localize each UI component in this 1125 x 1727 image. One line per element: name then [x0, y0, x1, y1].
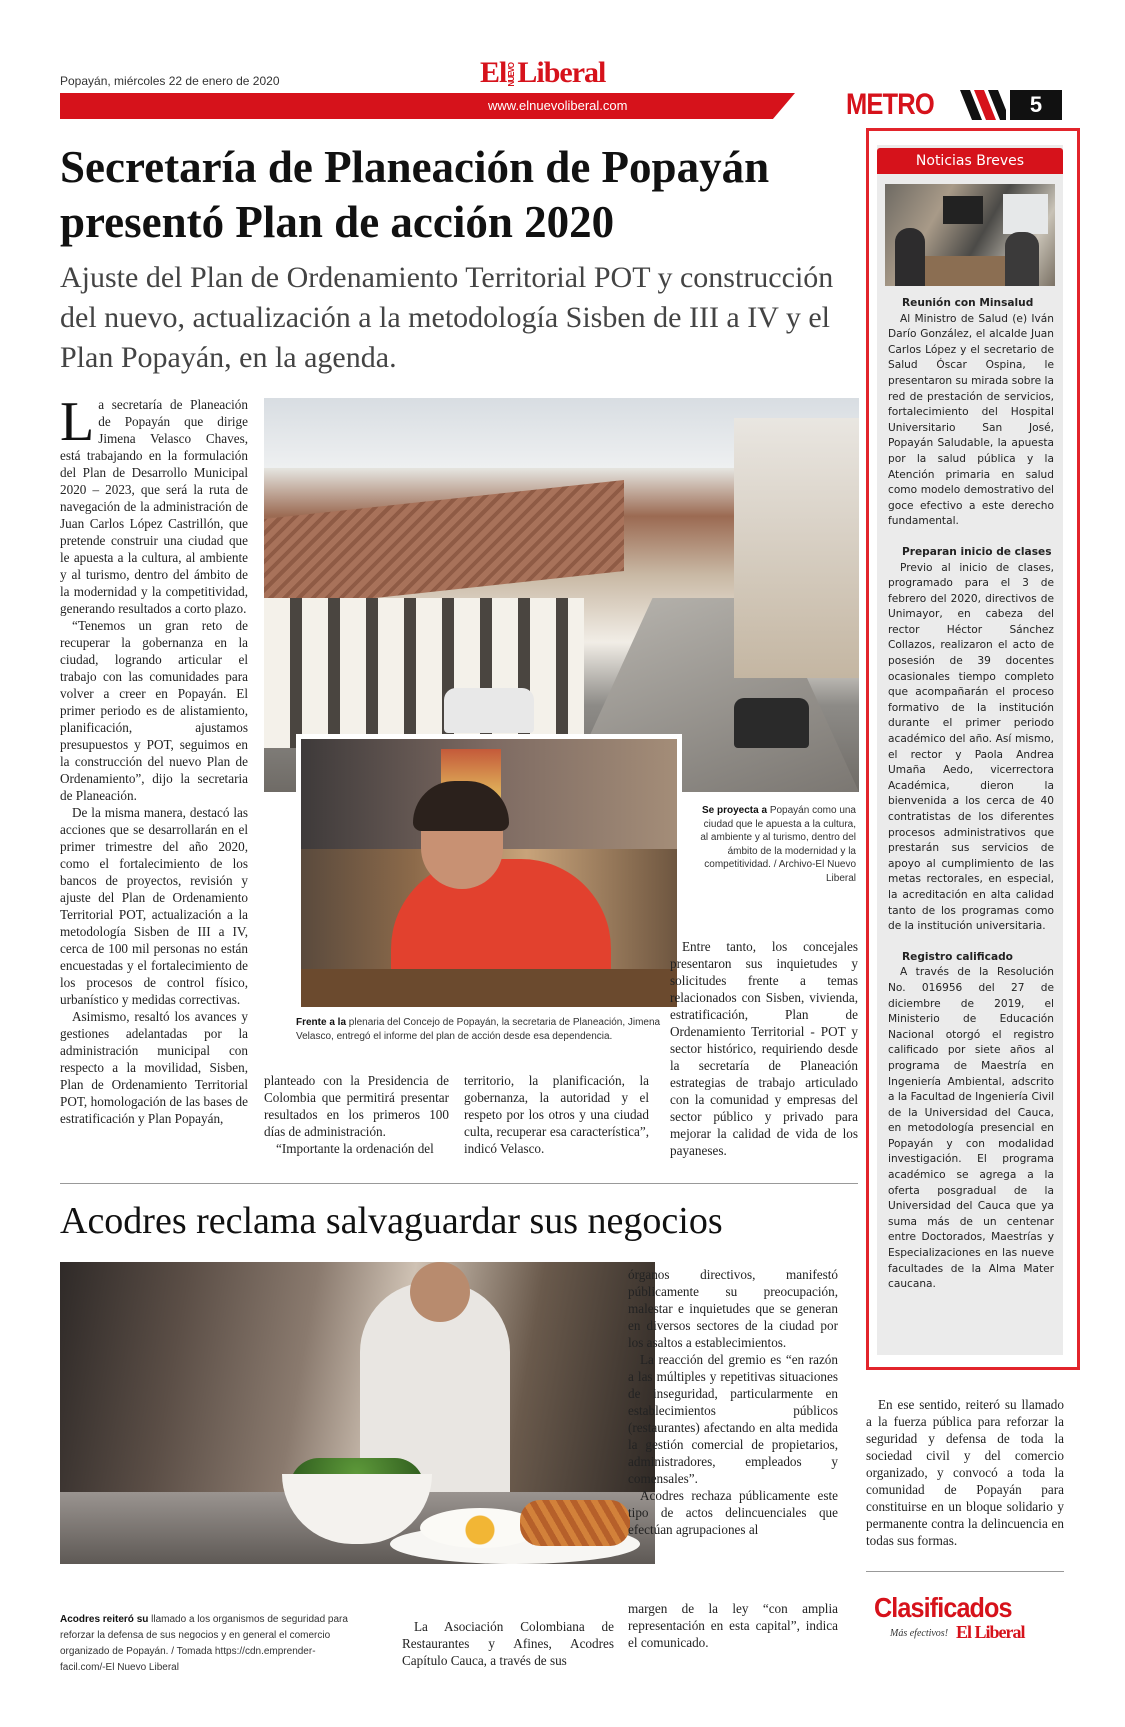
photo-popayan-street [264, 398, 859, 792]
article1-deck: Ajuste del Plan de Ordenamiento Territorial POT y construcción del nuevo, actualización a la metodología Sisben de III a IV y el Plan Popayán, en la agenda. [60, 261, 834, 374]
logo-liberal: Liberal [517, 56, 606, 89]
paragraph: “Tenemos un gran reto de recuperar la gobernanza en la ciudad, logrando articular el trabajo con las comunidades para volver a creer en Popayán. El primer periodo es de alistamiento, planificación, ajustamos presupuestos y POT, seguimos en la construcción del nuevo Plan de Ordenamiento”, dijo la secretaria de Planeación. [60, 618, 248, 803]
section-stripes-icon [960, 90, 1006, 120]
paragraph: La Asociación Colombiana de Restaurantes y Afines, Acodres Capítulo Cauca, a través de sus [402, 1619, 614, 1668]
logo-nuevo: NUEVO [507, 63, 517, 87]
article1-column-4 [670, 938, 858, 1159]
caption-restaurant [60, 1612, 360, 1676]
paragraph: a secretaría de Planeación de Popayán que dirige Jimena Velasco Chaves, está trabajando en la formulación del Plan de Desarrollo Municipal 2020 – 2023, que será la ruta de navegación de la administración de Juan Carlos López Castrillón, que pretende construir una ciudad que le apuesta a la cultura, al ambiente y al turismo, dentro del ámbito de la modernidad y la competitividad, generando resultados a corto plazo. [60, 397, 248, 616]
paragraph: La reacción del gremio es “en razón a las múltiples y repetitivas situaciones de inseguridad, particularmente en establecimientos públicos (restaurantes) afectando en alta medida la gestión comercial de propietarios, administradores, empleados y comensales”. [628, 1352, 838, 1486]
classifieds-logo: El Liberal [956, 1622, 1025, 1642]
article-divider [60, 1183, 858, 1184]
paragraph: “Importante la ordenación del [276, 1141, 434, 1156]
paragraph: territorio, la planificación, la gobernanza, la autoridad y el respeto por los otros y una ciudad culta, recuperar esa característica”, indicó Velasco. [464, 1073, 649, 1156]
paragraph: Asimismo, resaltó los avances y gestiones adelantadas por la administración municipal con respecto a la movilidad, Sisben, Plan de Ordenamiento Territorial POT, homologación de las bases de estratificación y Plan Popayán, [60, 1009, 248, 1126]
classifieds-tagline: Más efectivos! [890, 1628, 949, 1639]
caption-woman [296, 1016, 672, 1043]
article2-column-2 [628, 1266, 838, 1538]
caption-lead: Frente a la [296, 1017, 347, 1028]
article1-column-2 [264, 1072, 449, 1157]
caption-lead: Acodres reiteró su [60, 1614, 149, 1625]
brief-heading: Reunión con Minsalud [902, 297, 1034, 309]
photo-restaurant-kitchen [60, 1262, 655, 1564]
brief-text: Al Ministro de Salud (e) Iván Darío González, el alcalde Juan Carlos López y el secretario de Salud Óscar Ospina, le presentaron su mirada sobre la red de prestación de servicios, fortalecimiento del Hospital Universitario San José, Popayán Saludable, la apuesta por la salud pública y la Atención primaria en salud como modelo demostrativo del goce efectivo a este derecho fundamental. [888, 312, 1054, 528]
caption-lead: Se proyecta a [702, 805, 768, 816]
photo-secretary-speaking [296, 734, 682, 1012]
brief-text: A través de la Resolución No. 016956 del 27 de diciembre de 2019, el Ministerio de Educación Nacional otorgó el registro calificado por siete años al programa de Maestría en Ingeniería Ambiental, adscrito a la Facultad de Ingeniería Civil de la Universidad del Cauca, en metodología presencial en Popayán y con modalidad investigación. El programa académico se agrega a la oferta posgradual de la Universidad del Cauca que ya suma más de un centenar entre Doctorados, Maestrías y Especializaciones en las nueve facultades de la Alma Mater caucana. [888, 966, 1055, 1291]
brief-heading: Preparan inicio de clases [902, 545, 1052, 558]
paragraph: órganos directivos, manifestó públicamente su preocupación, malestar e inquietudes que se generan en diversos sectores de la ciudad por los asaltos a establecimientos. [628, 1267, 838, 1350]
paragraph: Acodres rechaza públicamente este tipo de actos delincuenciales que efectúan agrupaciones al [628, 1488, 838, 1537]
brief-heading: Registro calificado [902, 950, 1013, 963]
classifieds-divider [866, 1571, 1064, 1572]
header-red-bar [60, 93, 795, 119]
caption-text: plenaria del Concejo de Popayán, la secretaria de Planeación, Jimena Velasco, entregó el informe del plan de acción desde esa dependencia. [296, 1017, 661, 1042]
paragraph: Entre tanto, los concejales presentaron sus inquietudes y solicitudes frente a temas relacionados con Sisben, vivienda, estratificación, Plan de Ordenamiento Territorial - POT y sector histórico, requiriendo desde la secretaría de Planeación estrategias de trabajo articulado con la comunidad y empresas del sector público y privado para mejorar la calidad de vida de los payaneses. [670, 939, 858, 1158]
article2-column-1 [402, 1618, 614, 1669]
caption-text: llamado a los organismos de seguridad para reforzar la defensa de sus negocios y en general el comercio organizado de Popayán. / Tomada https://cdn.emprender-facil.com/-El Nuevo Liberal [60, 1614, 348, 1673]
article2-column-3 [866, 1396, 1064, 1549]
caption-street [700, 804, 856, 885]
edition-date: Popayán, miércoles 22 de enero de 2020 [60, 74, 280, 88]
photo-minsalud-meeting [885, 184, 1055, 286]
caption-text: Popayán como una ciudad que le apuesta a la cultura, al ambiente y al turismo, dentro del ámbito de la modernidad y la competitividad. / Archivo-El Nuevo Liberal [700, 805, 856, 884]
article1-column-1 [60, 391, 248, 1127]
article2-headline: Acodres reclama salvaguardar sus negocios [60, 1200, 723, 1242]
paragraph: De la misma manera, destacó las acciones que se desarrollarán en el primer trimestre del año 2020, como el fortalecimiento de los bancos de proyectos, revisión y ajuste del Plan de Ordenamiento Territorial POT, actualización a la metodología Sisben de III a IV, cerca de 100 mil personas no están encuestadas y el fortalecimiento de los procesos de control físico, urbanístico y medidas correctivas. [60, 805, 248, 1007]
logo-el: El [480, 56, 507, 89]
news-briefs-list [888, 296, 1054, 1293]
page-number: 5 [1010, 90, 1062, 120]
paragraph: planteado con la Presidencia de Colombia que permitirá presentar resultados en los primeros 100 días de administración. [264, 1073, 449, 1139]
article2-column-2-end [628, 1600, 838, 1651]
website-link[interactable]: www.elnuevoliberal.com [488, 98, 628, 113]
article1-headline: Secretaría de Planeación de Popayán presentó Plan de acción 2020 [60, 142, 770, 247]
brief-text: Previo al inicio de clases, programado para el 3 de febrero del 2020, directivos de Unimayor, en cabeza del rector Héctor Sánchez Collazos, realizaron el acto de posesión de 39 docentes ocasionales tiempo completo que acompañarán el proceso formativo de la institución durante el primer periodo académico del año. Así mismo, el rector y Paola Andrea Umaña Aedo, vicerrectora Académica, dieron la bienvenida a los cerca de 40 contratistas de los diferentes procesos administrativos que prestarán sus servicios de apoyo al cumplimiento de las metas rectorales, en especial, la acreditación en alta calidad tanto de los programas como de la institución universitaria. [888, 561, 1054, 933]
newspaper-logo[interactable] [480, 56, 605, 90]
paragraph: En ese sentido, reiteró su llamado a la fuerza pública para reforzar la seguridad y defensa de toda la sociedad civil y del comercio organizado, y convocó a toda la comunidad de Popayán para constituirse en un bloque solidario y permanente contra la delincuencia en todas sus formas. [866, 1397, 1064, 1548]
paragraph: margen de la ley “con amplia representación en esta capital”, indica el comunicado. [628, 1601, 838, 1650]
dropcap: L [60, 391, 95, 453]
classifieds-title[interactable]: Clasificados [874, 1592, 1012, 1623]
article1-column-3 [464, 1072, 649, 1157]
section-label: METRO [846, 88, 934, 121]
news-briefs-title: Noticias Breves [877, 148, 1063, 174]
